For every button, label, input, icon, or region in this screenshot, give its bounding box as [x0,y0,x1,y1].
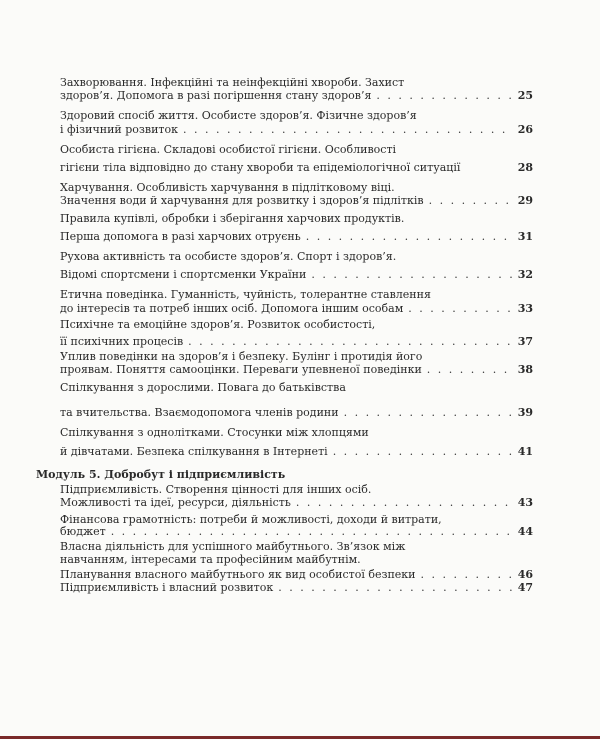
toc-line: Особиста гігієна. Складові особистої гігієни. Особливості [60,143,397,156]
page-number: 26 [517,123,533,136]
toc-line: Рухова активність та особисте здоров’я. Спорт і здоров’я. [60,250,397,263]
toc-line: Планування власного майбутнього як вид особистої безпеки . . . 46 [60,568,533,582]
dot-leader [311,268,512,282]
toc-line: Перша допомога в разі харчових отруєнь . . . 31 [60,230,533,244]
toc-line: Власна діяльність для успішного майбутнього. Зв’язок між [60,540,406,553]
page-number: 44 [517,525,533,538]
page-number: 33 [517,302,533,315]
page-number: 47 [517,581,533,594]
toc-line: та вчительства. Взаємодопомога членів родини . . . 39 [60,406,533,420]
dot-leader [306,230,512,244]
dot-leader [188,335,512,349]
dot-leader [427,363,512,377]
dot-leader [408,302,512,316]
page-number: 41 [517,445,533,458]
toc-line: і фізичний розвиток . . . 26 [60,123,533,137]
toc-line: Відомі спортсмени і спортсменки України . . . 32 [60,268,533,282]
dot-leader [333,445,512,459]
toc-line: її психічних процесів . . . 37 [60,335,533,349]
toc-line: Фінансова грамотність: потреби й можливості, доходи й витрати, [60,513,442,526]
toc-line: Захворювання. Інфекційні та неінфекційні хвороби. Захист [60,76,405,89]
toc-line: Спілкування з однолітками. Стосунки між хлопцями [60,426,369,439]
toc-line: Спілкування з дорослими. Повага до батьківства [60,381,346,394]
dot-leader [344,406,512,420]
page-number: 25 [517,89,533,102]
page-number: 29 [517,194,533,207]
dot-leader [376,89,512,103]
toc-line: Уплив поведінки на здоров’я і безпеку. Булінг і протидія його [60,350,423,363]
page-number: 39 [517,406,533,419]
toc-line: Психічне та емоційне здоров’я. Розвиток особистості, [60,318,376,331]
page-number: 37 [517,335,533,348]
dot-leader [429,194,512,208]
dot-leader [183,123,512,137]
dot-leader [296,496,512,510]
toc-line: до інтересів та потреб інших осіб. Допомога іншим особам . . . 33 [60,302,533,316]
page-number: 31 [517,230,533,243]
toc-line: бюджет . . . 44 [60,525,533,539]
page-number: 43 [517,496,533,509]
toc-line: гігієни тіла відповідно до стану хвороби та епідеміологічної ситуації 28 [60,161,533,174]
toc-line: Харчування. Особливість харчування в підлітковому віці. [60,181,395,194]
toc-line: Можливості та ідеї, ресурси, діяльність . . . 43 [60,496,533,510]
toc-line: здоров’я. Допомога в разі погіршення стану здоров’я . . . 25 [60,89,533,103]
toc-line: Здоровий спосіб життя. Особисте здоров’я. Фізичне здоров’я [60,109,417,122]
dot-leader [111,525,512,539]
toc-line: Правила купівлі, обробки і зберігання харчових продуктів. [60,212,405,225]
toc-line: Підприємливість і власний розвиток . . . 47 [60,581,533,595]
toc-line: навчанням, інтересами та професійним майбутнім. [60,553,361,566]
toc-line: й дівчатами. Безпека спілкування в Інтернеті . . . 41 [60,445,533,459]
module-heading: Модуль 5. Добробут і підприємливість [36,468,286,481]
dot-leader [421,568,512,582]
toc-line: Підприємливість. Створення цінності для інших осіб. [60,483,372,496]
toc-line: Етична поведінка. Гуманність, чуйність, толерантне ставлення [60,288,431,301]
page-number: 38 [517,363,533,376]
dot-leader [278,581,512,595]
page-number: 32 [517,268,533,281]
page-number: 46 [517,568,533,581]
toc-line: Значення води й харчування для розвитку і здоров’я підлітків . . . 29 [60,194,533,208]
toc-line: проявам. Поняття самооцінки. Переваги упевненої поведінки . . . 38 [60,363,533,377]
page-number: 28 [517,161,533,174]
